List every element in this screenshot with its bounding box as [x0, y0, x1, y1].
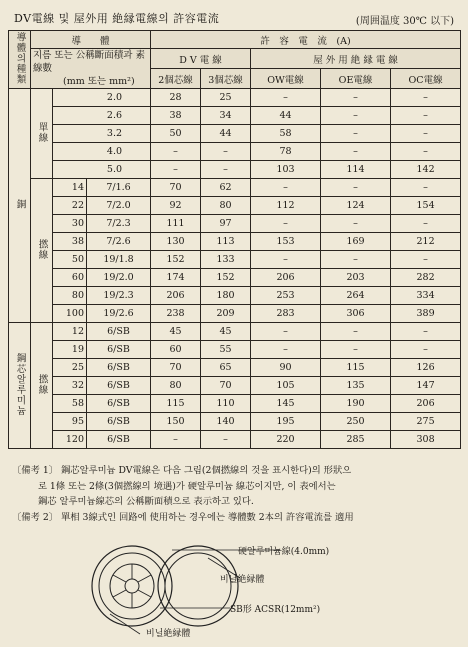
- cell-ow: 58: [251, 125, 321, 143]
- cell-area: 30: [53, 215, 87, 233]
- cell-dv2: 206: [151, 287, 201, 305]
- cable-diagram-svg: [80, 542, 380, 642]
- cell-oc: 206: [391, 395, 461, 413]
- cell-oe: –: [321, 251, 391, 269]
- cell-strand: 7/2.6: [87, 233, 151, 251]
- cell-dv3: 34: [201, 107, 251, 125]
- table-row: [9, 413, 461, 431]
- cell-ow: 112: [251, 197, 321, 215]
- cell-ow: 283: [251, 305, 321, 323]
- cell-dv3: 65: [201, 359, 251, 377]
- cell-dv2: 115: [151, 395, 201, 413]
- table-row: [9, 305, 461, 323]
- cell-strand: 6/SB: [87, 359, 151, 377]
- cell-dv2: 238: [151, 305, 201, 323]
- cell-dv2: 130: [151, 233, 201, 251]
- cell-strand: 19/2.3: [87, 287, 151, 305]
- dv3-header: 3個芯線: [201, 69, 251, 89]
- ow-header: OW電線: [251, 69, 321, 89]
- cell-ow: 195: [251, 413, 321, 431]
- table-row: [9, 377, 461, 395]
- table-row: [9, 251, 461, 269]
- cell-dv3: 133: [201, 251, 251, 269]
- table-row: [9, 323, 461, 341]
- kind-header: 導體의種類: [9, 31, 31, 89]
- cell-oe: 285: [321, 431, 391, 449]
- cell-oe: –: [321, 179, 391, 197]
- cell-dv3: 110: [201, 395, 251, 413]
- cell-dv2: –: [151, 431, 201, 449]
- cell-oc: 142: [391, 161, 461, 179]
- cell-dv3: 80: [201, 197, 251, 215]
- cell-area: 19: [53, 341, 87, 359]
- notes: [12, 463, 460, 525]
- cell-dv3: –: [201, 161, 251, 179]
- cell-ow: 90: [251, 359, 321, 377]
- cable-cross-section-diagram: [80, 542, 380, 642]
- cell-dv2: –: [151, 143, 201, 161]
- cell-area: 100: [53, 305, 87, 323]
- cell-dv2: 150: [151, 413, 201, 431]
- cell-dv2: 38: [151, 107, 201, 125]
- cell-area: 95: [53, 413, 87, 431]
- cell-oc: 147: [391, 377, 461, 395]
- cell-size: 2.0: [53, 89, 151, 107]
- note-1-line-3: 鋼芯 알루미늄線芯의 公稱斷面積으로 表示하고 있다.: [38, 496, 254, 507]
- label-vinyl-insulation-2: 비닐絶縁體: [146, 629, 191, 639]
- cell-ow: –: [251, 251, 321, 269]
- cell-dv3: 152: [201, 269, 251, 287]
- cell-oc: 154: [391, 197, 461, 215]
- cell-dv3: 44: [201, 125, 251, 143]
- cell-ow: 253: [251, 287, 321, 305]
- allowable-current-header: 許 容 電 流 (A): [151, 31, 461, 49]
- cell-strand: 6/SB: [87, 323, 151, 341]
- cell-ow: 153: [251, 233, 321, 251]
- note-1-line-2: 로 1條 또는 2條(3個撚線의 境遇)가 硬알루미늄 線芯이지만, 이 表에서는: [38, 480, 336, 492]
- table-row: [9, 341, 461, 359]
- conductor-header: 導 體: [31, 31, 151, 49]
- cell-area: 32: [53, 377, 87, 395]
- cell-oc: 212: [391, 233, 461, 251]
- page-title: DV電線 및 屋外用 絶縁電線의 許容電流: [14, 12, 220, 25]
- cell-area: 80: [53, 287, 87, 305]
- cell-dv2: 92: [151, 197, 201, 215]
- cell-oc: –: [391, 125, 461, 143]
- cell-dv3: 55: [201, 341, 251, 359]
- cell-ow: –: [251, 179, 321, 197]
- cell-dv3: –: [201, 143, 251, 161]
- cell-strand: 6/SB: [87, 413, 151, 431]
- cell-ow: 78: [251, 143, 321, 161]
- cell-dv3: –: [201, 431, 251, 449]
- cell-area: 120: [53, 431, 87, 449]
- cell-oc: 389: [391, 305, 461, 323]
- cell-oe: –: [321, 125, 391, 143]
- cell-dv2: 60: [151, 341, 201, 359]
- cell-ow: –: [251, 323, 321, 341]
- label-acsr: SB形 ACSR(12mm²): [230, 605, 321, 615]
- cell-oe: 250: [321, 413, 391, 431]
- cell-strand: 6/SB: [87, 431, 151, 449]
- table-row: [9, 431, 461, 449]
- cell-ow: 105: [251, 377, 321, 395]
- cell-area: 58: [53, 395, 87, 413]
- cell-oe: –: [321, 215, 391, 233]
- cell-strand: 7/2.3: [87, 215, 151, 233]
- cell-oe: –: [321, 107, 391, 125]
- cell-oe: 203: [321, 269, 391, 287]
- cell-size: 4.0: [53, 143, 151, 161]
- cell-area: 50: [53, 251, 87, 269]
- cell-dv2: 111: [151, 215, 201, 233]
- cell-oe: –: [321, 323, 391, 341]
- cell-oc: –: [391, 341, 461, 359]
- oc-header: OC電線: [391, 69, 461, 89]
- cell-dv3: 140: [201, 413, 251, 431]
- cell-oe: –: [321, 341, 391, 359]
- cell-oc: –: [391, 323, 461, 341]
- cell-area: 60: [53, 269, 87, 287]
- cell-dv2: 152: [151, 251, 201, 269]
- cell-dv2: 45: [151, 323, 201, 341]
- group-stranded-wire: 撚線: [31, 179, 53, 323]
- group-single-wire: 單線: [31, 89, 53, 179]
- table-row: [9, 215, 461, 233]
- outdoor-header: 屋 外 用 絶 縁 電 線: [251, 49, 461, 69]
- cell-dv2: 70: [151, 359, 201, 377]
- cell-oc: –: [391, 179, 461, 197]
- conductor-subheader: 지름 또는 公稱斷面積과 素線數 (mm 또는 mm²): [31, 49, 151, 89]
- group-acsr-stranded: 撚線: [31, 323, 53, 449]
- cell-oc: –: [391, 89, 461, 107]
- cell-oc: 126: [391, 359, 461, 377]
- note-1-line-1: 〔備考 1〕 鋼芯알루미늄 DV電線은 다음 그림(2個撚線의 것을 표시한다)의 形狀으: [12, 465, 352, 476]
- cell-size: 5.0: [53, 161, 151, 179]
- cell-ow: –: [251, 341, 321, 359]
- cell-ow: 103: [251, 161, 321, 179]
- cell-area: 14: [53, 179, 87, 197]
- cell-oe: 114: [321, 161, 391, 179]
- cell-oe: –: [321, 143, 391, 161]
- table-row: [9, 395, 461, 413]
- cell-dv2: 50: [151, 125, 201, 143]
- cell-oc: –: [391, 215, 461, 233]
- cell-dv3: 209: [201, 305, 251, 323]
- group-copper: 銅: [9, 89, 31, 323]
- cell-dv2: –: [151, 161, 201, 179]
- cell-dv3: 62: [201, 179, 251, 197]
- cell-area: 38: [53, 233, 87, 251]
- cell-oc: 334: [391, 287, 461, 305]
- cell-oe: 306: [321, 305, 391, 323]
- cell-dv2: 28: [151, 89, 201, 107]
- table-row: [9, 287, 461, 305]
- allowable-current-table: [8, 30, 461, 449]
- table-row: [9, 125, 461, 143]
- cell-oc: –: [391, 107, 461, 125]
- cell-dv2: 174: [151, 269, 201, 287]
- dv2-header: 2個芯線: [151, 69, 201, 89]
- cell-oe: 169: [321, 233, 391, 251]
- cell-strand: 7/2.0: [87, 197, 151, 215]
- table-row: [9, 269, 461, 287]
- cell-ow: –: [251, 89, 321, 107]
- cell-dv3: 113: [201, 233, 251, 251]
- cell-area: 12: [53, 323, 87, 341]
- cell-oe: 115: [321, 359, 391, 377]
- cell-dv3: 180: [201, 287, 251, 305]
- table-row: [9, 107, 461, 125]
- group-acsr: 鋼芯알루미늄: [9, 323, 31, 449]
- table-row: [9, 359, 461, 377]
- cell-oc: –: [391, 251, 461, 269]
- cell-dv2: 70: [151, 179, 201, 197]
- cell-dv3: 45: [201, 323, 251, 341]
- cell-oc: 275: [391, 413, 461, 431]
- cell-oe: 190: [321, 395, 391, 413]
- cell-oe: 124: [321, 197, 391, 215]
- temperature-condition: (周囲温度 30℃ 以下): [355, 16, 454, 27]
- table-row: [9, 233, 461, 251]
- table-row: [9, 161, 461, 179]
- cell-ow: 145: [251, 395, 321, 413]
- cell-strand: 6/SB: [87, 341, 151, 359]
- oe-header: OE電線: [321, 69, 391, 89]
- cell-oe: 264: [321, 287, 391, 305]
- table-row: [9, 89, 461, 107]
- cell-strand: 6/SB: [87, 377, 151, 395]
- cell-dv3: 97: [201, 215, 251, 233]
- cell-ow: 220: [251, 431, 321, 449]
- dv-header: D V 電 線: [151, 49, 251, 69]
- cell-area: 25: [53, 359, 87, 377]
- table-row: [9, 197, 461, 215]
- cell-ow: 44: [251, 107, 321, 125]
- label-hard-aluminum: 硬알루미늄線(4.0mm): [238, 547, 330, 557]
- note-2: 〔備考 2〕 單相 3線式인 回路에 使用하는 경우에는 導體數 2本의 許容電流를 適用: [12, 511, 354, 523]
- cell-ow: 206: [251, 269, 321, 287]
- cell-oe: 135: [321, 377, 391, 395]
- cell-size: 2.6: [53, 107, 151, 125]
- cell-strand: 6/SB: [87, 395, 151, 413]
- table-row: [9, 179, 461, 197]
- cell-dv3: 25: [201, 89, 251, 107]
- cell-oc: 308: [391, 431, 461, 449]
- cell-dv2: 80: [151, 377, 201, 395]
- cell-strand: 19/1.8: [87, 251, 151, 269]
- cell-area: 22: [53, 197, 87, 215]
- cell-strand: 19/2.6: [87, 305, 151, 323]
- cell-oe: –: [321, 89, 391, 107]
- cell-oc: 282: [391, 269, 461, 287]
- cell-size: 3.2: [53, 125, 151, 143]
- cell-strand: 19/2.0: [87, 269, 151, 287]
- cell-oc: –: [391, 143, 461, 161]
- label-vinyl-insulation: 비닐絶縁體: [220, 575, 265, 585]
- table-row: [9, 143, 461, 161]
- cell-dv3: 70: [201, 377, 251, 395]
- cell-strand: 7/1.6: [87, 179, 151, 197]
- cell-ow: –: [251, 215, 321, 233]
